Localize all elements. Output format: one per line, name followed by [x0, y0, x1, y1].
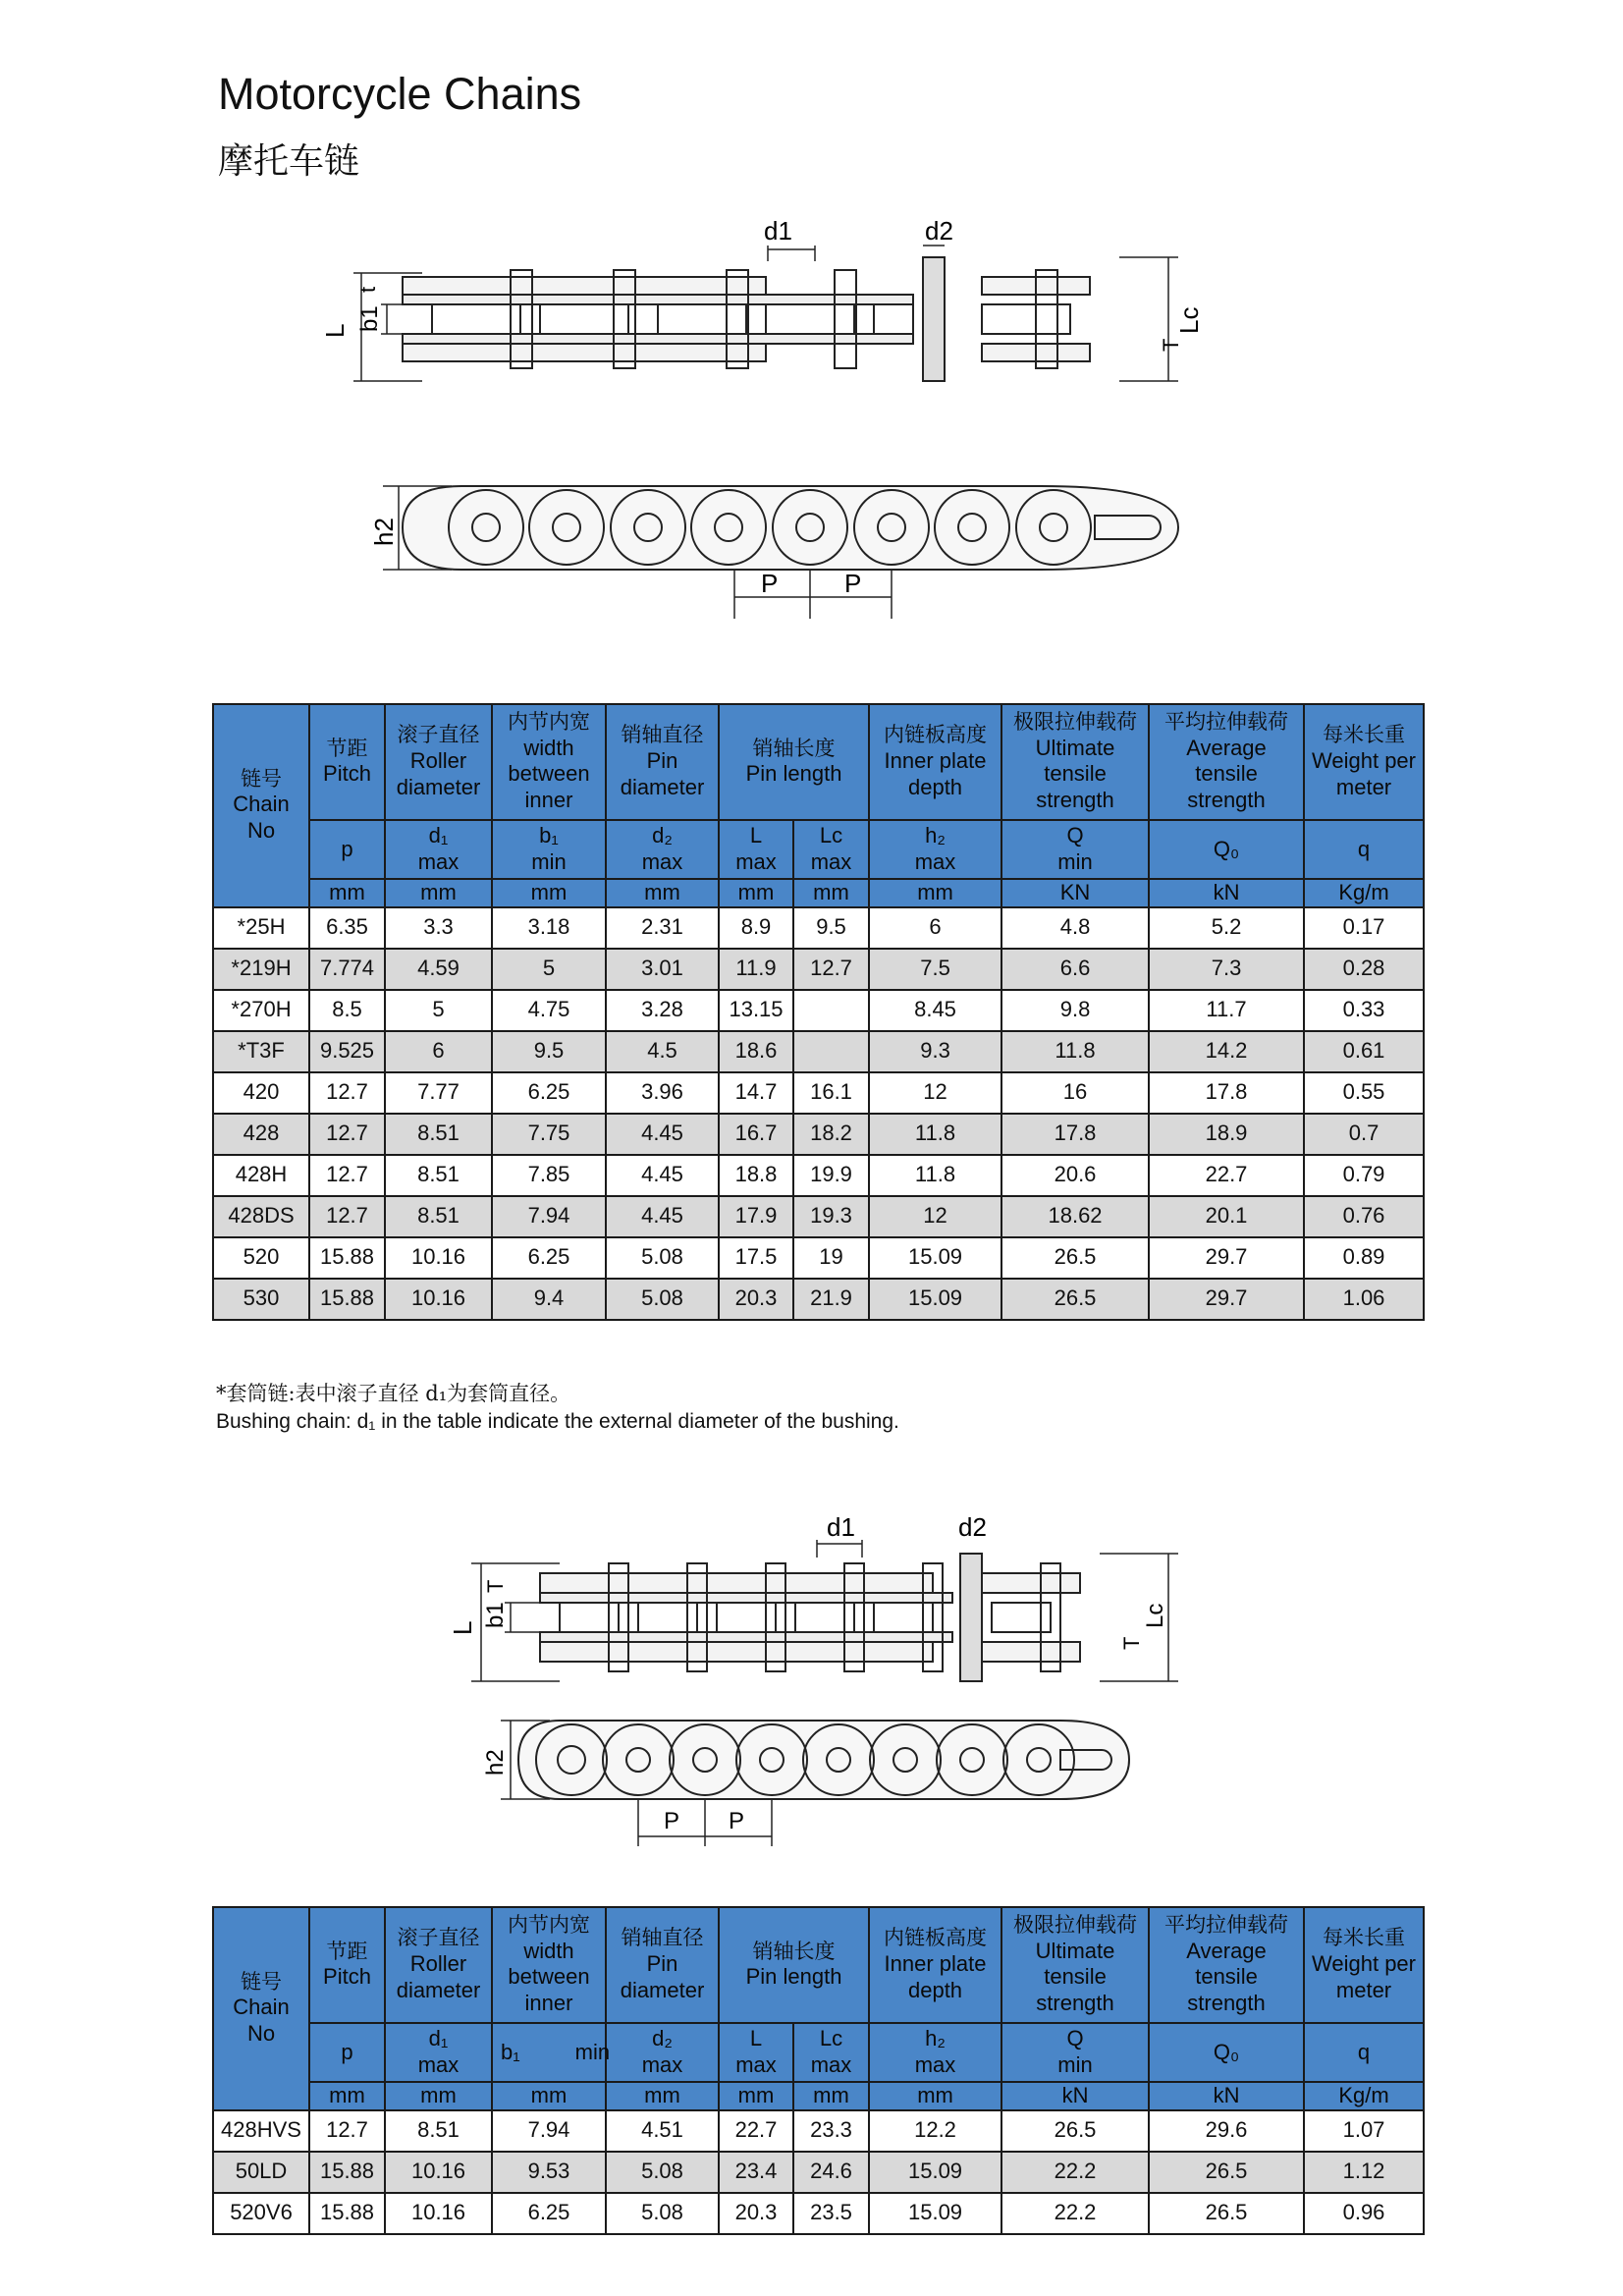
table-cell: 12 — [869, 1072, 1001, 1114]
table-cell: 29.7 — [1149, 1237, 1304, 1279]
header-sym-b1: b₁ min — [492, 820, 606, 879]
table-cell: 3.3 — [385, 907, 492, 949]
table-cell: 15.88 — [309, 1237, 385, 1279]
header-sym-h2: h₂ max — [869, 2023, 1001, 2082]
table-cell: 20.1 — [1149, 1196, 1304, 1237]
header-unit: mm — [385, 879, 492, 907]
header-chain-no: 链号 Chain No — [213, 1907, 309, 2110]
table-cell: 15.09 — [869, 1237, 1001, 1279]
header-sym-L: L max — [719, 820, 793, 879]
chain-no-cell: 428 — [213, 1114, 309, 1155]
chain-no-cell: 520 — [213, 1237, 309, 1279]
header-inner-width: 内节内宽 width between inner — [492, 1907, 606, 2023]
table-cell: 22.7 — [1149, 1155, 1304, 1196]
table-row — [213, 2152, 1424, 2193]
table-cell: 6.25 — [492, 2193, 606, 2234]
table-cell: 12.7 — [309, 1196, 385, 1237]
table-cell: 10.16 — [385, 2152, 492, 2193]
header-sym-Q0: Q₀ — [1149, 820, 1304, 879]
table-row — [213, 907, 1424, 949]
chain-no-cell: 428H — [213, 1155, 309, 1196]
table-cell: 15.09 — [869, 2152, 1001, 2193]
header-sym-p: p — [309, 820, 385, 879]
table-cell: 4.59 — [385, 949, 492, 990]
table-cell: 7.94 — [492, 2110, 606, 2152]
table-cell: 3.01 — [606, 949, 719, 990]
table-cell: 7.5 — [869, 949, 1001, 990]
table-cell: 16.7 — [719, 1114, 793, 1155]
chain-top-view-drawing — [314, 216, 1217, 422]
table-cell: 3.96 — [606, 1072, 719, 1114]
header-pin-length: 销轴长度 Pin length — [719, 704, 869, 820]
table-cell: 18.2 — [793, 1114, 869, 1155]
header-average-strength: 平均拉伸载荷 Average tensile strength — [1149, 704, 1304, 820]
table-cell: 8.45 — [869, 990, 1001, 1031]
table-cell: 11.8 — [869, 1155, 1001, 1196]
table-cell: 5 — [492, 949, 606, 990]
dim-d2-label: d2 — [925, 216, 953, 246]
table-cell: 29.6 — [1149, 2110, 1304, 2152]
header-unit: mm — [606, 879, 719, 907]
header-unit: mm — [492, 2082, 606, 2110]
table-cell: 14.2 — [1149, 1031, 1304, 1072]
header-unit: mm — [793, 2082, 869, 2110]
header-sym-Q: Q min — [1001, 2023, 1149, 2082]
table-cell: 8.5 — [309, 990, 385, 1031]
header-unit: mm — [309, 2082, 385, 2110]
dim-Lc-label-2: Lc — [1142, 1603, 1168, 1628]
table-cell: 0.96 — [1304, 2193, 1424, 2234]
spec-table-2 — [212, 1906, 1425, 2235]
table-cell: 29.7 — [1149, 1279, 1304, 1320]
table-cell: 17.8 — [1149, 1072, 1304, 1114]
table-cell: 15.88 — [309, 1279, 385, 1320]
chain-side-view-drawing-2 — [481, 1709, 1149, 1856]
header-inner-plate-depth: 内链板高度 Inner plate depth — [869, 704, 1001, 820]
table-cell: 3.18 — [492, 907, 606, 949]
chain-no-cell: *270H — [213, 990, 309, 1031]
table-cell: 1.07 — [1304, 2110, 1424, 2152]
dim-T-label-2a: T — [483, 1579, 508, 1593]
table-cell: 26.5 — [1149, 2152, 1304, 2193]
table-cell: 26.5 — [1149, 2193, 1304, 2234]
table-row — [213, 1072, 1424, 1114]
table-cell: 6.25 — [492, 1237, 606, 1279]
dim-p-label-2a: P — [664, 1808, 680, 1834]
table-cell: 23.4 — [719, 2152, 793, 2193]
table-cell: 19.3 — [793, 1196, 869, 1237]
table-cell: 15.88 — [309, 2152, 385, 2193]
header-unit: kN — [1149, 2082, 1304, 2110]
table-cell: 6.25 — [492, 1072, 606, 1114]
table-cell: 2.31 — [606, 907, 719, 949]
header-unit: KN — [1001, 879, 1149, 907]
table-cell: 0.33 — [1304, 990, 1424, 1031]
header-average-strength: 平均拉伸载荷 Average tensile strength — [1149, 1907, 1304, 2023]
table-cell: 8.51 — [385, 1196, 492, 1237]
header-unit: mm — [492, 879, 606, 907]
table-cell: 13.15 — [719, 990, 793, 1031]
header-sym-q: q — [1304, 820, 1424, 879]
table-cell — [793, 990, 869, 1031]
header-sym-Q: Q min — [1001, 820, 1149, 879]
table-cell: 12 — [869, 1196, 1001, 1237]
table-row — [213, 1196, 1424, 1237]
table-cell: 20.6 — [1001, 1155, 1149, 1196]
header-unit: mm — [719, 879, 793, 907]
table-cell: 7.75 — [492, 1114, 606, 1155]
table-cell: 22.7 — [719, 2110, 793, 2152]
header-unit: mm — [309, 879, 385, 907]
table-cell: 26.5 — [1001, 1279, 1149, 1320]
header-pitch: 节距 Pitch — [309, 704, 385, 820]
chain-top-view-drawing-2 — [448, 1512, 1198, 1709]
page-title: Motorcycle Chains — [218, 69, 582, 119]
table-cell: 7.77 — [385, 1072, 492, 1114]
chain-no-cell: *25H — [213, 907, 309, 949]
dim-d1-label-2: d1 — [827, 1512, 855, 1542]
table-cell: 17.9 — [719, 1196, 793, 1237]
table-cell: 14.7 — [719, 1072, 793, 1114]
header-sym-p: p — [309, 2023, 385, 2082]
table-cell: 23.5 — [793, 2193, 869, 2234]
chain-side-view-drawing — [363, 471, 1208, 629]
table-row — [213, 1031, 1424, 1072]
dim-b1-label: b1 — [356, 305, 383, 332]
table-cell: 9.53 — [492, 2152, 606, 2193]
table-cell: 9.525 — [309, 1031, 385, 1072]
dim-d1-label: d1 — [764, 216, 792, 246]
table-row — [213, 1279, 1424, 1320]
table-cell: 11.7 — [1149, 990, 1304, 1031]
header-unit: mm — [793, 879, 869, 907]
header-sym-L: L max — [719, 2023, 793, 2082]
chain-no-cell: 428DS — [213, 1196, 309, 1237]
table-cell: 12.7 — [309, 1114, 385, 1155]
table-cell: 12.7 — [309, 2110, 385, 2152]
table-cell: 0.28 — [1304, 949, 1424, 990]
table-cell: 7.3 — [1149, 949, 1304, 990]
table-cell: 19 — [793, 1237, 869, 1279]
dim-b1-label-2: b1 — [482, 1602, 509, 1628]
table-cell: 5.08 — [606, 2193, 719, 2234]
table-cell: 10.16 — [385, 2193, 492, 2234]
table-cell: 22.2 — [1001, 2193, 1149, 2234]
table-cell: 4.5 — [606, 1031, 719, 1072]
header-unit: mm — [385, 2082, 492, 2110]
table-cell: 0.76 — [1304, 1196, 1424, 1237]
table-cell: 12.7 — [309, 1072, 385, 1114]
table-cell: 17.5 — [719, 1237, 793, 1279]
table-row — [213, 2193, 1424, 2234]
header-sym-h2: h₂ max — [869, 820, 1001, 879]
dim-p-label-2: P — [844, 569, 862, 598]
header-sym-Lc: Lc max — [793, 2023, 869, 2082]
table-cell: 9.8 — [1001, 990, 1149, 1031]
table-cell: 20.3 — [719, 1279, 793, 1320]
dim-h2-label: h2 — [369, 518, 399, 546]
table-cell: 7.85 — [492, 1155, 606, 1196]
table-cell: 1.06 — [1304, 1279, 1424, 1320]
table-cell: 11.9 — [719, 949, 793, 990]
chain-no-cell: 530 — [213, 1279, 309, 1320]
dim-T-label: T — [1159, 338, 1183, 352]
table-cell: 12.7 — [309, 1155, 385, 1196]
table-cell: 5.08 — [606, 1237, 719, 1279]
header-roller-diameter: 滚子直径 Roller diameter — [385, 704, 492, 820]
header-unit: mm — [606, 2082, 719, 2110]
header-ultimate-strength: 极限拉伸载荷 Ultimate tensile strength — [1001, 704, 1149, 820]
table-cell: 16 — [1001, 1072, 1149, 1114]
table-cell: 9.5 — [793, 907, 869, 949]
table-cell: 5.08 — [606, 1279, 719, 1320]
table-row — [213, 2110, 1424, 2152]
header-roller-diameter: 滚子直径 Roller diameter — [385, 1907, 492, 2023]
dim-Lc-label: Lc — [1174, 306, 1204, 334]
spec-table-1 — [212, 703, 1425, 1321]
dim-L-label-2: L — [448, 1620, 477, 1635]
table-cell: 4.8 — [1001, 907, 1149, 949]
table-cell: 4.45 — [606, 1114, 719, 1155]
header-sym-Q0: Q₀ — [1149, 2023, 1304, 2082]
bushing-note-cn: *套筒链:表中滚子直径 d₁为套筒直径。 — [216, 1382, 571, 1405]
table-cell: 1.12 — [1304, 2152, 1424, 2193]
table-cell: 0.17 — [1304, 907, 1424, 949]
table-cell: 8.51 — [385, 2110, 492, 2152]
header-sym-d1: d₁ max — [385, 2023, 492, 2082]
header-pin-length: 销轴长度 Pin length — [719, 1907, 869, 2023]
dim-h2-label-2: h2 — [482, 1749, 509, 1776]
table-cell: 15.88 — [309, 2193, 385, 2234]
header-chain-no: 链号 Chain No — [213, 704, 309, 907]
table-cell: 0.55 — [1304, 1072, 1424, 1114]
header-ultimate-strength: 极限拉伸载荷 Ultimate tensile strength — [1001, 1907, 1149, 2023]
table-cell: 3.28 — [606, 990, 719, 1031]
header-inner-plate-depth: 内链板高度 Inner plate depth — [869, 1907, 1001, 2023]
dim-p-label-2b: P — [729, 1808, 745, 1834]
header-sym-d2: d₂ max — [606, 820, 719, 879]
header-weight: 每米长重 Weight per meter — [1304, 704, 1424, 820]
bushing-note-en: Bushing chain: d₁ in the table indicate the external diameter of the bushing. — [216, 1410, 899, 1433]
dim-t-label: t — [355, 286, 380, 293]
header-pitch: 节距 Pitch — [309, 1907, 385, 2023]
table-cell: 20.3 — [719, 2193, 793, 2234]
table-cell: 12.7 — [793, 949, 869, 990]
table-cell: 10.16 — [385, 1237, 492, 1279]
table-cell: 11.8 — [1001, 1031, 1149, 1072]
table-cell: 7.94 — [492, 1196, 606, 1237]
dim-d2-label-2: d2 — [958, 1512, 987, 1542]
header-unit: mm — [869, 2082, 1001, 2110]
table-cell: 6 — [869, 907, 1001, 949]
table-cell: 6.35 — [309, 907, 385, 949]
page-subtitle: 摩托车链 — [218, 141, 360, 182]
table-cell: 9.4 — [492, 1279, 606, 1320]
table-row — [213, 949, 1424, 990]
chain-no-cell: 428HVS — [213, 2110, 309, 2152]
header-pin-diameter: 销轴直径 Pin diameter — [606, 1907, 719, 2023]
table-cell: 12.2 — [869, 2110, 1001, 2152]
table-row — [213, 1114, 1424, 1155]
dim-p-label: P — [761, 569, 779, 598]
header-unit: mm — [869, 879, 1001, 907]
header-sym-d2: d₂ max — [606, 2023, 719, 2082]
table-cell: 9.5 — [492, 1031, 606, 1072]
header-unit: Kg/m — [1304, 2082, 1424, 2110]
table-cell: 0.61 — [1304, 1031, 1424, 1072]
table-cell: 4.45 — [606, 1196, 719, 1237]
table-row — [213, 1155, 1424, 1196]
header-sym-Lc: Lc max — [793, 820, 869, 879]
header-sym-q: q — [1304, 2023, 1424, 2082]
table-row — [213, 990, 1424, 1031]
table-cell: 11.8 — [869, 1114, 1001, 1155]
table-cell: 18.6 — [719, 1031, 793, 1072]
chain-no-cell: *T3F — [213, 1031, 309, 1072]
table-cell: 6 — [385, 1031, 492, 1072]
table-cell: 15.09 — [869, 1279, 1001, 1320]
table-cell: 15.09 — [869, 2193, 1001, 2234]
table-cell: 10.16 — [385, 1279, 492, 1320]
table-cell: 19.9 — [793, 1155, 869, 1196]
table-cell: 18.8 — [719, 1155, 793, 1196]
table-cell: 4.75 — [492, 990, 606, 1031]
header-unit: mm — [719, 2082, 793, 2110]
header-unit: kN — [1149, 879, 1304, 907]
table-cell: 26.5 — [1001, 2110, 1149, 2152]
chain-no-cell: 520V6 — [213, 2193, 309, 2234]
table-cell: 5.08 — [606, 2152, 719, 2193]
table-cell: 9.3 — [869, 1031, 1001, 1072]
table-cell: 18.62 — [1001, 1196, 1149, 1237]
table-cell: 0.79 — [1304, 1155, 1424, 1196]
table-cell: 22.2 — [1001, 2152, 1149, 2193]
table-cell: 8.9 — [719, 907, 793, 949]
table-cell: 26.5 — [1001, 1237, 1149, 1279]
header-sym-b1: b₁ min — [492, 2023, 606, 2082]
header-sym-d1: d₁ max — [385, 820, 492, 879]
table-cell: 0.89 — [1304, 1237, 1424, 1279]
dim-L-label: L — [320, 323, 350, 338]
chain-no-cell: *219H — [213, 949, 309, 990]
table-cell: 23.3 — [793, 2110, 869, 2152]
header-inner-width: 内节内宽 width between inner — [492, 704, 606, 820]
table-cell: 16.1 — [793, 1072, 869, 1114]
chain-no-cell: 420 — [213, 1072, 309, 1114]
table-cell: 24.6 — [793, 2152, 869, 2193]
table-cell: 7.774 — [309, 949, 385, 990]
header-weight: 每米长重 Weight per meter — [1304, 1907, 1424, 2023]
chain-no-cell: 50LD — [213, 2152, 309, 2193]
table-cell: 5 — [385, 990, 492, 1031]
header-pin-diameter: 销轴直径 Pin diameter — [606, 704, 719, 820]
table-cell: 18.9 — [1149, 1114, 1304, 1155]
table-cell: 4.51 — [606, 2110, 719, 2152]
header-unit: kN — [1001, 2082, 1149, 2110]
table-row — [213, 1237, 1424, 1279]
table-cell: 8.51 — [385, 1155, 492, 1196]
dim-T-label-2b: T — [1119, 1636, 1144, 1650]
table-cell — [793, 1031, 869, 1072]
table-cell: 4.45 — [606, 1155, 719, 1196]
table-cell: 17.8 — [1001, 1114, 1149, 1155]
table-cell: 0.7 — [1304, 1114, 1424, 1155]
table-cell: 5.2 — [1149, 907, 1304, 949]
table-cell: 8.51 — [385, 1114, 492, 1155]
table-cell: 21.9 — [793, 1279, 869, 1320]
header-unit: Kg/m — [1304, 879, 1424, 907]
table-cell: 6.6 — [1001, 949, 1149, 990]
